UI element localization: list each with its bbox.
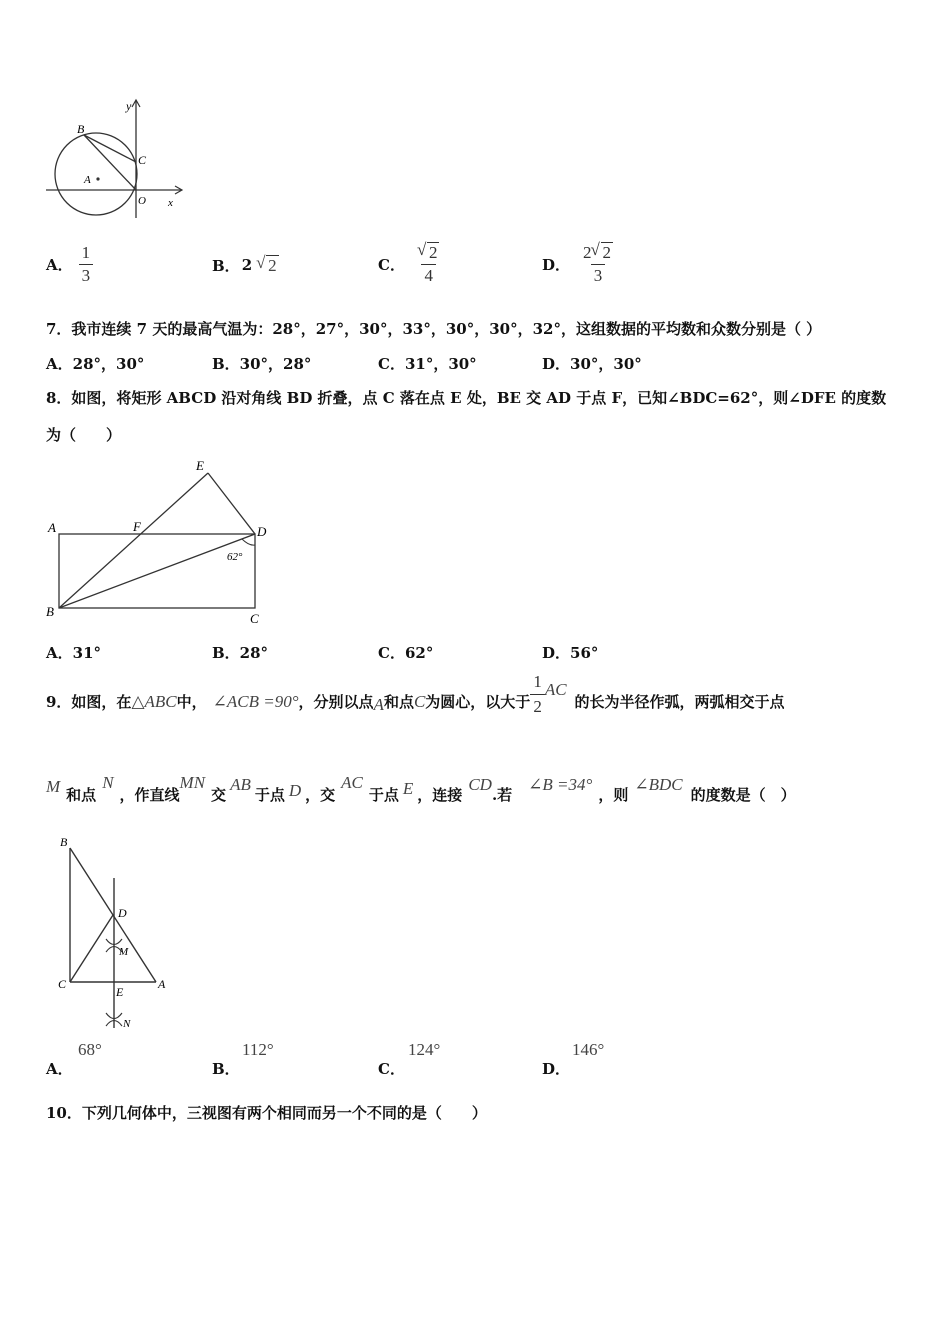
q6-option-c-sqrt: √ 2 (427, 242, 440, 263)
q6-option-a-fraction (79, 243, 94, 286)
q6-label-o: O (138, 195, 146, 207)
q6-option-b-coef: 2 (241, 256, 253, 274)
q9-text-line1 (46, 672, 785, 732)
q9-l1-m1: △ABC (131, 692, 177, 711)
q9-option-b-letter: B． (212, 1060, 240, 1078)
q9-l2-p2: ，作直线 (119, 786, 180, 804)
q9-l1-m3: A (373, 695, 384, 714)
q9-l2-m4: AB (230, 775, 251, 794)
q8-option-b[interactable]: B．28° (212, 644, 269, 662)
q9-l2-m9: ∠B =34° (528, 775, 593, 794)
q6-option-d-sqrt: √ 2 (601, 242, 614, 263)
q8-segment-be (59, 473, 208, 608)
q6-label-c: C (138, 153, 147, 167)
q9-l1-frac-num: 1 (533, 671, 542, 691)
q8-label-e: E (196, 458, 204, 473)
q9-label-d: D (118, 906, 127, 920)
q9-l2-m7: E (402, 779, 414, 798)
q6-label-x: x (168, 197, 173, 209)
q9-label-m: M (119, 946, 129, 958)
q6-option-b[interactable] (212, 252, 279, 278)
q8-text-line1: 8．如图，将矩形 ABCD 沿对角线 BD 折叠，点 C 落在点 E 处，BE 交 AD 于点 F，已知∠BDC=62°，则∠DFE 的度数 (46, 389, 887, 407)
q9-label-n: N (123, 1018, 131, 1030)
q9-option-a-letter: A． (46, 1060, 73, 1078)
q9-option-a-value: 68° (78, 1040, 102, 1059)
q9-l1-p4: 和点 (383, 693, 414, 711)
q9-option-d-value: 146° (572, 1040, 605, 1059)
q9-l2-p9: ，则 (598, 786, 629, 804)
q9-option-c-letter: C． (378, 1060, 405, 1078)
q9-l2-p1: 和点 (66, 786, 97, 804)
q8-label-angle: 62° (227, 551, 243, 563)
q6-option-d-letter: D． (542, 255, 571, 274)
q8-label-b: B (46, 604, 54, 619)
q7-option-b[interactable]: B．30°，28° (212, 355, 312, 373)
q6-option-b-letter: B． (212, 256, 240, 275)
q9-l1-m4: C (413, 692, 426, 711)
q9-l2-m10: ∠BDC (634, 775, 683, 794)
q9-l1-p2: 中， (176, 693, 207, 711)
q9-label-e: E (116, 985, 124, 999)
q6-option-a[interactable] (46, 242, 93, 286)
q9-l2-m8: CD (468, 775, 492, 794)
q9-label-b: B (60, 835, 68, 849)
q7-option-c[interactable]: C．31°，30° (378, 355, 477, 373)
q9-l2-m6: AC (341, 773, 363, 792)
q9-option-d-letter: D． (542, 1060, 571, 1078)
q8-option-c[interactable]: C．62° (378, 644, 434, 662)
q7-option-a[interactable]: A．28°，30° (46, 355, 145, 373)
q6-label-b: B (77, 122, 85, 136)
q6-option-c-den: 4 (421, 264, 436, 286)
q9-l1-p3: ，分别以点 (298, 693, 374, 711)
q8-figure (44, 456, 276, 628)
q6-segment-bo (84, 135, 136, 190)
q7-option-d[interactable]: D．30°，30° (542, 355, 642, 373)
q9-l1-m5: AC (544, 680, 567, 699)
q9-option-c-value: 124° (408, 1040, 441, 1059)
q8-option-d[interactable]: D．56° (542, 644, 599, 662)
q9-l1-p1: 9．如图，在 (46, 693, 132, 711)
q6-option-c-letter: C． (378, 255, 405, 274)
q9-l1-m2: ∠ACB =90° (212, 692, 299, 711)
q9-l2-m3: MN (179, 773, 206, 792)
q9-l1-fraction (530, 671, 545, 718)
q9-l2-m2: N (102, 773, 114, 792)
q6-option-c-fraction (415, 242, 443, 286)
q6-label-y: y (126, 99, 132, 113)
q6-option-d-den: 3 (591, 264, 606, 286)
q6-figure (44, 96, 194, 220)
q9-l2-p4: 于点 (254, 786, 285, 804)
q8-label-d: D (257, 524, 267, 539)
q9-l2-m1: M (46, 777, 61, 796)
q6-label-a: A (84, 174, 91, 186)
q9-text-line2 (46, 770, 796, 820)
q8-diagonal-bd (59, 534, 255, 608)
q9-option-b-value: 112° (242, 1040, 274, 1059)
q9-l2-m5: D (288, 781, 302, 800)
q9-figure (48, 832, 178, 1032)
q9-l1-p6: 的长为半径作弧，两弧相交于点 (574, 693, 785, 711)
q10-text: 10．下列几何体中，三视图有两个相同而另一个不同的是（ ） (46, 1104, 487, 1122)
q6-option-b-sqrt: √ 2 (266, 255, 279, 276)
q8-option-a[interactable]: A．31° (46, 644, 102, 662)
q6-option-a-letter: A． (46, 255, 73, 274)
q9-label-a: A (158, 977, 166, 991)
q8-angle-arc (242, 539, 255, 545)
q9-l1-frac-den: 2 (530, 694, 545, 718)
q9-l2-p7: ，连接 (417, 786, 463, 804)
q8-label-c: C (250, 611, 259, 626)
q8-text-line2: 为（ ） (46, 426, 122, 444)
q6-option-d-fraction (580, 242, 616, 286)
q9-l2-p10: 的度数是（ ） (690, 786, 796, 804)
q6-option-d-coef: 2 (583, 243, 592, 262)
q6-center-dot (96, 177, 99, 180)
q9-l2-p3: 交 (211, 786, 227, 804)
q9-l2-p8: .若 (491, 786, 513, 804)
q9-segment-cd (70, 915, 113, 982)
q7-text: 7．我市连续 7 天的最高气温为：28°，27°，30°，33°，30°，30°，32°，这组数据的平均数和众数分别是（ ） (46, 320, 822, 338)
q8-label-a: A (48, 520, 56, 535)
q8-segment-ed (208, 473, 255, 534)
q6-option-a-den: 3 (79, 264, 94, 286)
q8-label-f: F (133, 519, 141, 534)
q9-l2-p5: ，交 (305, 786, 336, 804)
q6-option-d[interactable] (542, 238, 616, 290)
q6-option-c[interactable] (378, 238, 442, 290)
q9-l2-p6: 于点 (368, 786, 399, 804)
q9-label-c: C (58, 977, 67, 991)
q9-l1-p5: 为圆心，以大于 (425, 693, 531, 711)
q6-option-a-num: 1 (81, 242, 91, 262)
q6-circle (55, 133, 137, 215)
